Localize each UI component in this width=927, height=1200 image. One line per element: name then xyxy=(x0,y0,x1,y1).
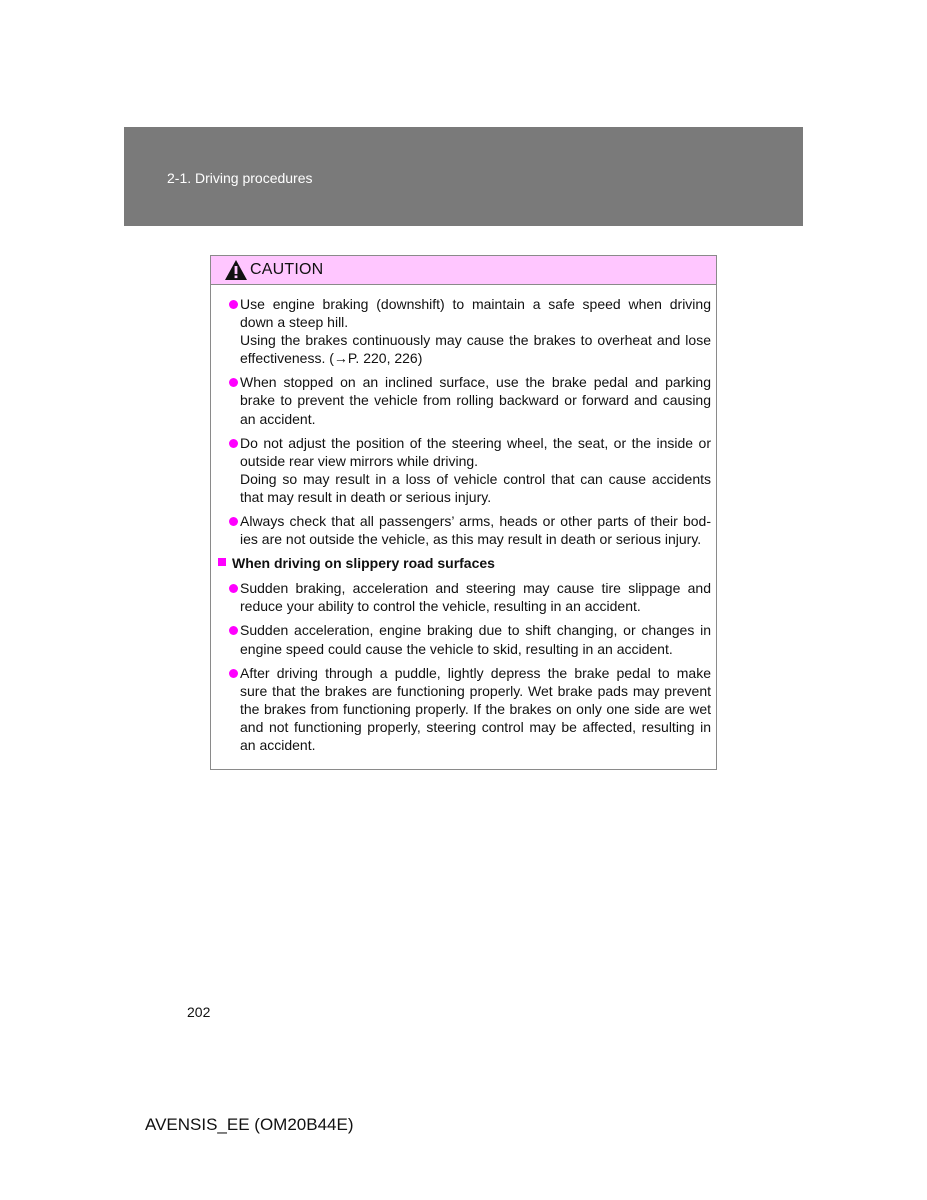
bullet-line: engine speed could cause the vehicle to skid, resulting in an accident. xyxy=(240,640,673,657)
bullet-dot-icon xyxy=(229,439,238,448)
bullet-item xyxy=(216,434,711,506)
page-number: 202 xyxy=(187,1004,211,1020)
bullet-line: Sudden braking, acceleration and steering may cause tire slippage and xyxy=(240,580,711,597)
section-title: 2-1. Driving procedures xyxy=(167,170,313,186)
bullet-item xyxy=(216,512,711,548)
bullet-line: When stopped on an inclined surface, use the brake pedal and parking xyxy=(240,374,711,391)
bullet-line: sure that the brakes are functioning properly. Wet brake pads may prevent xyxy=(240,682,711,699)
bullet-dot-icon xyxy=(229,584,238,593)
square-bullet-icon xyxy=(218,558,226,566)
bullet-line: effectiveness. (→P. 220, 226) xyxy=(240,350,423,367)
bullet-line: reduce your ability to control the vehicle, resulting in an accident. xyxy=(240,598,641,615)
bullet-list-slippery xyxy=(216,579,711,754)
bullet-line: the brakes from functioning properly. If the brakes on only one side are wet xyxy=(240,700,711,717)
bullet-line: outside rear view mirrors while driving. xyxy=(240,452,479,469)
caution-header xyxy=(211,256,716,285)
header-band xyxy=(124,127,803,226)
bullet-item xyxy=(216,295,711,367)
caution-body xyxy=(211,285,716,754)
warning-triangle-icon xyxy=(224,259,248,281)
bullet-dot-icon xyxy=(229,378,238,387)
bullet-line: Always check that all passengers’ arms, heads or other parts of their bod- xyxy=(240,513,711,530)
bullet-line: and not functioning properly, steering control may be affected, resulting in xyxy=(240,718,711,735)
caution-title: CAUTION xyxy=(250,261,324,278)
bullet-line: Use engine braking (downshift) to maintain a safe speed when driving xyxy=(240,296,711,312)
caution-box xyxy=(210,255,717,770)
bullet-item xyxy=(216,373,711,427)
bullet-line: down a steep hill. xyxy=(240,314,349,331)
bullet-item xyxy=(216,664,711,754)
bullet-line: Doing so may result in a loss of vehicle control that can cause accidents xyxy=(240,470,711,487)
bullet-dot-icon xyxy=(229,626,238,635)
bullet-line: brake to prevent the vehicle from rolling backward or forward and causing xyxy=(240,392,711,409)
bullet-line: Do not adjust the position of the steering wheel, the seat, or the inside or xyxy=(240,434,711,451)
bullet-line: Using the brakes continuously may cause the brakes to overheat and lose xyxy=(240,332,711,349)
bullet-item xyxy=(216,579,711,615)
subheading-slippery-roads xyxy=(216,554,711,572)
bullet-dot-icon xyxy=(229,669,238,678)
bullet-list-general xyxy=(216,295,711,548)
bullet-line: that may result in death or serious injury. xyxy=(240,488,492,505)
bullet-line: ies are not outside the vehicle, as this may result in death or serious injury. xyxy=(240,531,702,548)
bullet-line: Sudden acceleration, engine braking due to shift changing, or changes in xyxy=(240,622,711,639)
bullet-dot-icon xyxy=(229,300,238,309)
bullet-item xyxy=(216,621,711,657)
bullet-line: After driving through a puddle, lightly depress the brake pedal to make xyxy=(240,664,711,681)
subheading-text: When driving on slippery road surfaces xyxy=(232,555,495,572)
footer-manual-id: AVENSIS_EE (OM20B44E) xyxy=(145,1115,354,1134)
bullet-line: an accident. xyxy=(240,410,316,427)
bullet-dot-icon xyxy=(229,517,238,526)
bullet-line: an accident. xyxy=(240,736,316,753)
